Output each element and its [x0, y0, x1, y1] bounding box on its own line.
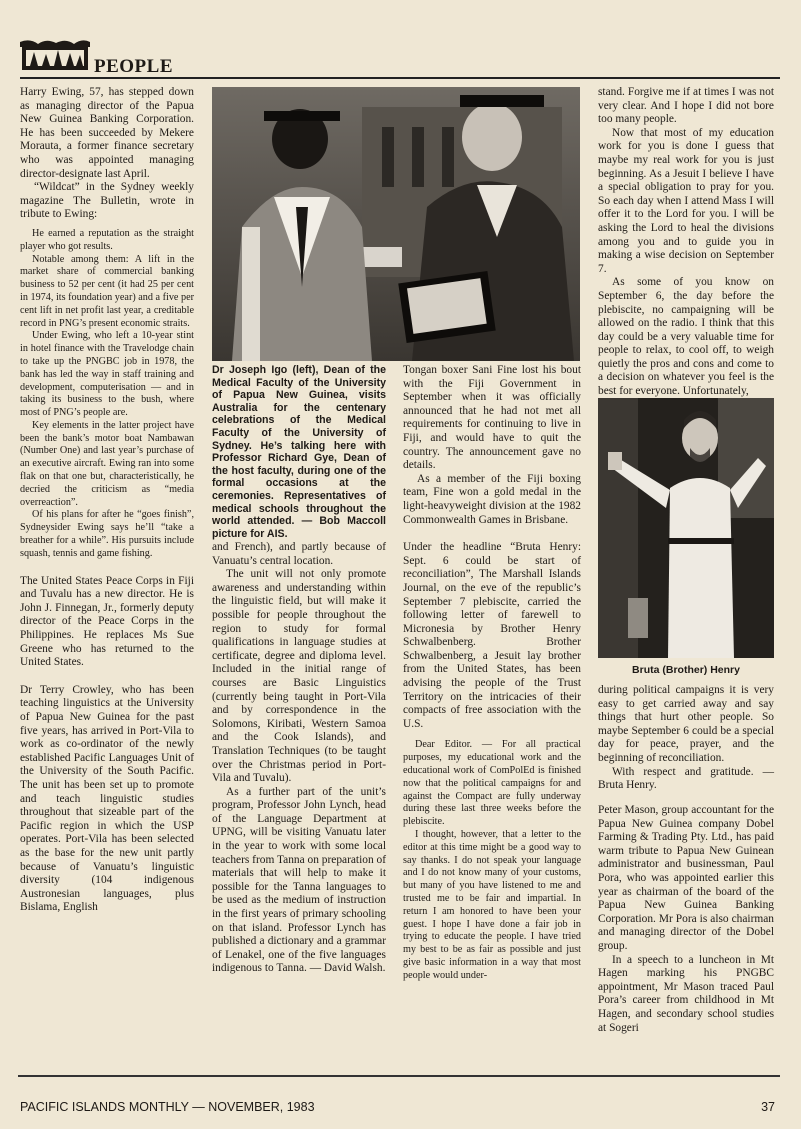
crowley-paragraph: Dr Terry Crowley, who has been teaching linguistics at the University of Papua New Guinea for the past five years, has arrived in Port-Vila to work as co-ordinator of the newly established Pacific Languages Unit of the University of the South Pacific. The unit has been set up to promote and teach linguistic studies throughout that sizeable part of the Pacific region in which the USP operates. Port-Vila has been selected as the base for the new unit partly because of Vanuatu’s linguistic diversity (104 indigenous Austronesian languages, plus Bislama, English [20, 683, 194, 914]
column-3 [403, 364, 581, 983]
mason-paragraph-2: In a speech to a luncheon in Mt Hagen marking his PNGBC appointment, Mr Mason traced Paul Pora’s career from childhood in Mt Hagen, and secondary school studies at Sogeri [598, 953, 774, 1034]
column-4-top [598, 86, 774, 399]
section-header [20, 38, 780, 78]
column-1 [20, 86, 194, 915]
letter-paragraph-1: Dear Editor. — For all practical purposes, my educational work and the educational work of ComPolEd is finished now that the political campaigns for and against the Compact are fully underway during these last three weeks before the plebiscite. [403, 739, 581, 828]
quote-paragraph-2: Notable among them: A lift in the market share of commercial banking business to 52 per cent (it had 25 per cent in 1974, its foundation year) and a five per cent lift in net profit last year, a creditable record in PNG’s present economic straits. [20, 253, 194, 329]
bruta-henry-caption: Bruta (Brother) Henry [632, 664, 740, 676]
column-2 [212, 541, 386, 976]
footer-rule [18, 1075, 780, 1077]
linguistics-paragraph-2: The unit will not only promote awareness and understanding within the linguistic field, but will make it possible for people throughout the region to study for formal qualifications in language studies at certificate, degree and diploma level. Included in the initial range of courses are Basic Linguistics (currently being taught in Port-Vila and by correspondence in the Solomons, Kiribati, Western Samoa and the Cook Islands), and Translation Techniques (to be taught over the Christmas period in Port-Vila and Tuvalu). [212, 568, 386, 785]
quote-paragraph-4: Key elements in the latter project have been the bank’s motor boat Nambawan (Number One) and last year’s purchase of an executive aircraft. Ewing ran into some flak on that one but, characteristically, he decried the criticism as “media overreaction”. [20, 419, 194, 508]
column-4-bottom [598, 804, 774, 1035]
header-rule [20, 77, 780, 79]
letter-paragraph-7: With respect and gratitude. — Bruta Henry. [598, 765, 774, 792]
page-number: 37 [761, 1100, 775, 1114]
academics-in-gowns-image [212, 87, 580, 361]
palm-tree-logo-icon [20, 38, 90, 74]
fine-paragraph-2: As a member of the Fiji boxing team, Fine won a gold medal in the light-heavyweight division at the 1982 Commonwealth Games in Brisbane. [403, 472, 581, 526]
letter-paragraph-4: Now that most of my education work for you is done I guess that maybe my real work for you is just beginning. As a Jesuit I believe I have a special obligation to pray for you. So each day when I attend Mass I will offer it to the Lord for you. I will be asking the Lord to heal the divisions among you and to guide you in making a wise decision on September 7. [598, 126, 774, 275]
quote-paragraph-1: He earned a reputation as the straight player who got results. [20, 227, 194, 252]
mason-paragraph-1: Peter Mason, group accountant for the Papua New Guinea company Dobel Farming & Trading Pty. Ltd., has paid warm tribute to Papua New Guinean administrator and businessman, Paul Pora, who was appointed earlier this year as chairman of the board of the Papua New Guinea Banking Corporation. Mr Pora is also chairman and managing director of the Dobel group. [598, 804, 774, 952]
ewing-paragraph-2: “Wildcat” in the Sydney weekly magazine The Bulletin, wrote in tribute to Ewing: [20, 181, 194, 221]
graduation-photo [212, 87, 580, 361]
letter-paragraph-2: I thought, however, that a letter to the editor at this time might be a good way to say thanks. I do not speak your language and I do not know many of your customs, but many of you have listened to me and trusted me to be fair and impartial. In return I am honored to have been your guest. I hope I have done a fair job in trying to educate the people. I have tried my best to be as fair as possible and just give basic information in a way that most people would under- [403, 829, 581, 981]
peace-corps-paragraph: The United States Peace Corps in Fiji and Tuvalu has a new director. He is John J. Finnegan, Jr., formerly deputy director of the Peace Corps in the Philippines. He replaces Ms Sue Greene who has returned to the United States. [20, 574, 194, 669]
bruta-henry-image [598, 398, 774, 658]
bruta-letter-part-1 [403, 739, 581, 982]
column-4-middle [598, 684, 774, 793]
linguistics-paragraph-1: and French), and partly because of Vanuatu’s central location. [212, 541, 386, 567]
quote-paragraph-3: Under Ewing, who left a 10-year stint in hotel finance with the Travelodge chain to take up the PNGBC job in 1978, the bank has led the way in staff training and development, computerisation — and in taking its business to the bush, where most of PNG’s people are. [20, 330, 194, 419]
section-title: PEOPLE [94, 56, 174, 77]
fine-paragraph-1: Tongan boxer Sani Fine lost his bout with the Fiji Government in September when it was officially announced that he had not met all requirements for continuing to live in Fiji, and would have to quit the country. The announcement gave no details. [403, 364, 581, 472]
letter-paragraph-5: As some of you know on September 6, the day before the plebiscite, no campaigning will be allowed on the radio. I think that this day could be a very valuable time for people to relax, to cool off, to weigh quietly the pros and cons and come to a decision on whatever you feel is the best for everyone. Unfortunately, [598, 276, 774, 398]
letter-paragraph-6: during political campaigns it is very easy to get carried away and say things that hurt other people. So maybe September 6 could be a special day for peace, prayer, and the beginning of reconciliation. [598, 684, 774, 764]
ewing-paragraph-1: Harry Ewing, 57, has stepped down as managing director of the Papua New Guinea Banking Corporation. He has been succeeded by Mekere Morauta, a former finance secretary who was appointed managing director-designate last April. [20, 86, 194, 180]
bulletin-quote [20, 228, 194, 561]
publication-name: PACIFIC ISLANDS MONTHLY — NOVEMBER, 1983 [20, 1100, 315, 1114]
quote-paragraph-5: Of his plans for after he “goes finish”, Sydneysider Ewing says he’ll “take a breather for a while”. His pursuits include squash, tennis and game fishing. [20, 509, 194, 559]
linguistics-paragraph-3: As a further part of the unit’s program, Professor John Lynch, head of the Language Department at UPNG, will be visiting Vanuatu later in the year to work with some local teachers from Tanna on preparation of materials that will help to make it possible for the Tanna languages to be used as the medium of instruction in the first years of primary schooling on that island. Professor Lynch has published a dictionary and a grammar of Lenakel, one of the five languages indigenous to Tanna. — David Walsh. [212, 785, 386, 975]
letter-paragraph-3: stand. Forgive me if at times I was not very clear. And I hope I did not bore too many people. [598, 86, 774, 126]
bruta-intro-paragraph: Under the headline “Bruta Henry: Sept. 6 could be start of reconciliation”, The Marshall Islands Journal, on the eve of the republic’s September 7 plebiscite, carried the following letter of farewell to Micronesia by Brother Henry Schwalbenberg. Brother Schwalbenberg, a Jesuit lay brother from the United States, has been advising the people of the Trust Territory on the intricacies of their compacts of free association with the U.S. [403, 541, 581, 730]
bruta-henry-photo [598, 398, 774, 658]
graduation-photo-caption: Dr Joseph Igo (left), Dean of the Medical Faculty of the University of Papua New Guinea, visits Australia for the centenary celebrations of the Medical Faculty of the University of Sydney. He’s talking here with Professor Richard Gye, Dean of the host faculty, during one of the formal occasions at the ceremonies. Representatives of medical schools throughout the world attended. — Bob Maccoll picture for AIS. [212, 364, 386, 540]
